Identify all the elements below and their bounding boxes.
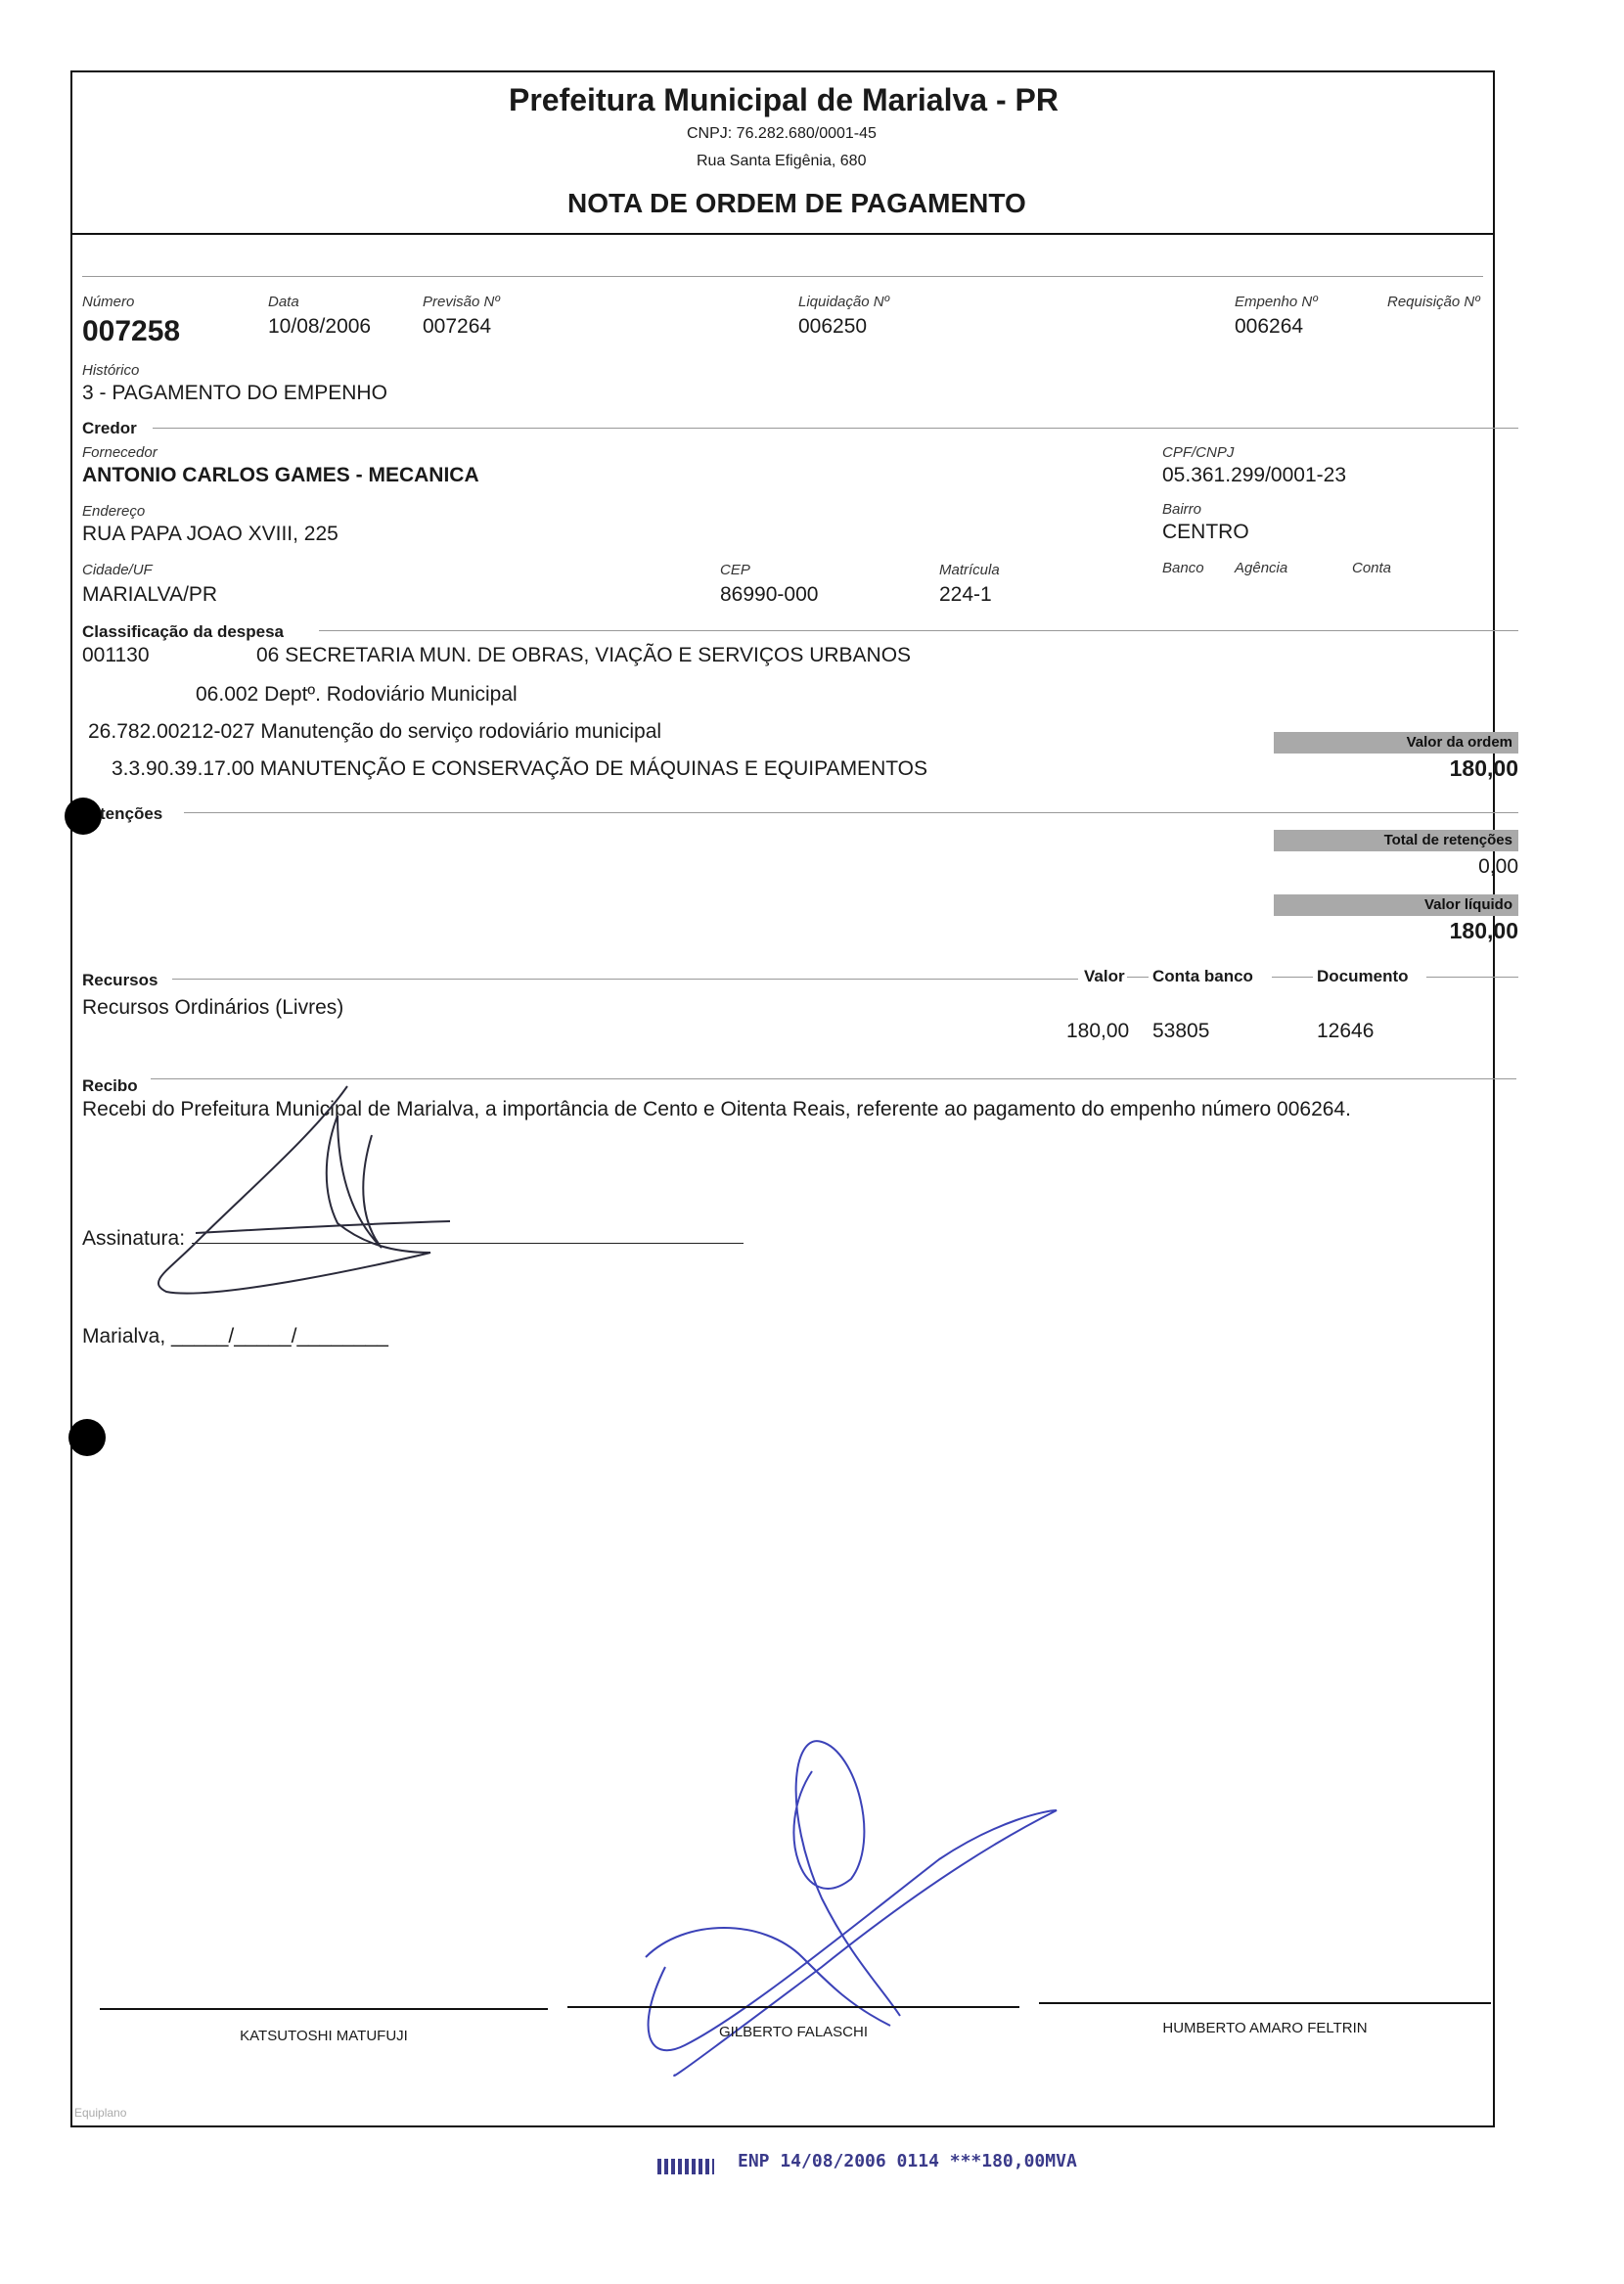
matricula-label: Matrícula (939, 562, 1000, 578)
signature-line-1 (100, 2008, 548, 2010)
recibo-text: Recebi do Prefeitura Municipal de Marialva, a importância de Cento e Oitenta Reais, referente ao pagamento do empenho número 006264. (82, 1098, 1351, 1120)
empenho-label: Empenho Nº (1235, 294, 1318, 310)
cpf-label: CPF/CNPJ (1162, 444, 1235, 461)
fornecedor-value: ANTONIO CARLOS GAMES - MECANICA (82, 464, 479, 486)
bairro-label: Bairro (1162, 501, 1202, 518)
valor-ordem-value: 180,00 (1449, 755, 1518, 781)
retencoes-section-title: tenções (100, 804, 163, 823)
fornecedor-label: Fornecedor (82, 444, 158, 461)
historico-label: Histórico (82, 362, 140, 379)
assinatura-label: Assinatura: (82, 1227, 186, 1250)
signature-line-3 (1039, 2002, 1491, 2004)
municipality-title: Prefeitura Municipal de Marialva - PR (509, 82, 1059, 117)
recursos-rule-4 (1426, 977, 1518, 978)
retencoes-rule (184, 812, 1518, 813)
signatory-2: GILBERTO FALASCHI (719, 2024, 868, 2040)
cidade-label: Cidade/UF (82, 562, 153, 578)
signature-line-2 (567, 2006, 1019, 2008)
recursos-valor-label: Valor (1084, 967, 1125, 985)
cnpj-text: CNPJ: 76.282.680/0001-45 (687, 125, 877, 142)
recursos-rule-2 (1127, 977, 1149, 978)
recursos-section-title: Recursos (82, 971, 158, 989)
recursos-conta-label: Conta banco (1152, 967, 1253, 985)
total-retencoes-value: 0,00 (1478, 855, 1518, 878)
punch-hole-bottom (68, 1419, 106, 1456)
endereco-label: Endereço (82, 503, 146, 520)
data-value: 10/08/2006 (268, 315, 372, 338)
gilberto-signature (626, 1732, 1076, 2104)
bank-stamp: ENP 14/08/2006 0114 ***180,00MVA (738, 2151, 1077, 2171)
classificacao-rule (319, 630, 1518, 631)
recibo-section-title: Recibo (82, 1076, 138, 1095)
numero-label: Número (82, 294, 135, 310)
address-text: Rua Santa Efigênia, 680 (697, 153, 867, 169)
liquidacao-value: 006250 (798, 315, 868, 338)
bairro-value: CENTRO (1162, 521, 1249, 543)
cep-label: CEP (720, 562, 750, 578)
recursos-fonte: Recursos Ordinários (Livres) (82, 996, 344, 1019)
recursos-conta: 53805 (1152, 1020, 1210, 1042)
document-title: NOTA DE ORDEM DE PAGAMENTO (567, 188, 1026, 218)
classificacao-funcional: 26.782.00212-027 Manutenção do serviço rodoviário municipal (88, 720, 662, 743)
numero-value: 007258 (82, 315, 181, 347)
header-divider (70, 233, 1495, 235)
total-retencoes-label: Total de retenções (1274, 830, 1518, 851)
previsao-value: 007264 (423, 315, 492, 338)
fields-top-rule (82, 276, 1483, 277)
matricula-value: 224-1 (939, 583, 992, 606)
recibo-signature (137, 1076, 470, 1302)
recursos-documento: 12646 (1317, 1020, 1375, 1042)
classificacao-section-title: Classificação da despesa (82, 622, 285, 641)
equiplano-mark: Equiplano (74, 2106, 127, 2120)
local-data-line: Marialva, _____/_____/________ (82, 1325, 388, 1348)
signatory-3: HUMBERTO AMARO FELTRIN (1162, 2020, 1368, 2036)
valor-ordem-label: Valor da ordem (1274, 732, 1518, 754)
classificacao-unidade: 06.002 Deptº. Rodoviário Municipal (196, 683, 518, 706)
cidade-value: MARIALVA/PR (82, 583, 218, 606)
previsao-label: Previsão Nº (423, 294, 500, 310)
cep-value: 86990-000 (720, 583, 819, 606)
cpf-value: 05.361.299/0001-23 (1162, 464, 1347, 486)
classificacao-code: 001130 (82, 644, 150, 666)
recursos-rule-3 (1272, 977, 1313, 978)
recursos-documento-label: Documento (1317, 967, 1409, 985)
endereco-value: RUA PAPA JOAO XVIII, 225 (82, 523, 338, 545)
classificacao-orgao: 06 SECRETARIA MUN. DE OBRAS, VIAÇÃO E SERVIÇOS URBANOS (256, 644, 912, 666)
recursos-valor: 180,00 (1066, 1020, 1130, 1042)
agencia-label: Agência (1235, 560, 1288, 576)
credor-rule (153, 428, 1518, 429)
valor-liquido-value: 180,00 (1449, 918, 1518, 943)
data-label: Data (268, 294, 299, 310)
historico-value: 3 - PAGAMENTO DO EMPENHO (82, 382, 387, 404)
stamp-logo (657, 2159, 714, 2174)
signatory-1: KATSUTOSHI MATUFUJI (240, 2028, 408, 2044)
requisicao-label: Requisição Nº (1387, 294, 1480, 310)
banco-label: Banco (1162, 560, 1204, 576)
conta-label: Conta (1352, 560, 1392, 576)
recursos-rule (172, 979, 1078, 980)
valor-liquido-label: Valor líquido (1274, 894, 1518, 916)
punch-hole-top (65, 798, 102, 835)
empenho-value: 006264 (1235, 315, 1304, 338)
credor-section-title: Credor (82, 419, 137, 437)
liquidacao-label: Liquidação Nº (798, 294, 890, 310)
classificacao-elemento: 3.3.90.39.17.00 MANUTENÇÃO E CONSERVAÇÃO DE MÁQUINAS E EQUIPAMENTOS (112, 757, 928, 780)
